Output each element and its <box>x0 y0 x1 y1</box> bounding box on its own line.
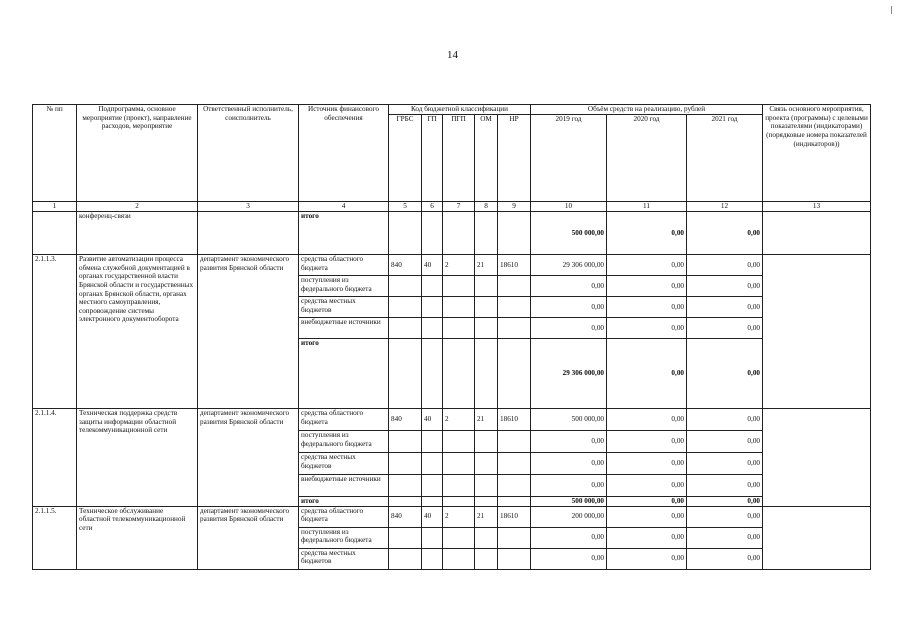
column-number-row <box>33 202 871 212</box>
table-row-2113-regional <box>33 255 871 276</box>
cell-gp: 40 <box>422 506 443 527</box>
cell-executor: департамент экономического развития Брянской области <box>198 255 299 409</box>
cell-2019: 0,00 <box>531 276 607 297</box>
header-np: НР <box>498 115 531 202</box>
cell-2020: 0,00 <box>607 431 687 453</box>
cell-program: Техническая поддержка средств защиты информации областной телекоммуникационной сети <box>77 409 198 507</box>
cell-source: средства местных бюджетов <box>299 453 389 475</box>
cell-executor <box>198 212 299 255</box>
table-row-cont-total <box>33 212 871 255</box>
cell-source: итого <box>299 212 389 255</box>
cell-2020: 0,00 <box>607 318 687 339</box>
cell-source: поступления из федерального бюджета <box>299 276 389 297</box>
cell-2020: 0,00 <box>607 339 687 409</box>
column-number: 13 <box>763 202 871 212</box>
cell-om: 21 <box>475 506 498 527</box>
header-volume: Объём средств на реализацию, рублей <box>531 105 763 115</box>
cell-2020: 0,00 <box>607 548 687 569</box>
cell-2021: 0,00 <box>687 548 763 569</box>
cell-num <box>33 212 77 255</box>
cell-source: поступления из федерального бюджета <box>299 431 389 453</box>
column-number: 8 <box>475 202 498 212</box>
cell-link <box>763 506 871 569</box>
table-row-2114-regional <box>33 409 871 431</box>
table-row-2115-regional <box>33 506 871 527</box>
header-2021: 2021 год <box>687 115 763 202</box>
cell-2021: 0,00 <box>687 297 763 318</box>
cell-source: средства местных бюджетов <box>299 297 389 318</box>
header-pgp: ПГП <box>443 115 475 202</box>
cell-pgp: 2 <box>443 506 475 527</box>
cell-2021: 0,00 <box>687 527 763 548</box>
cell-source: средства областного бюджета <box>299 255 389 276</box>
header-source: Источник финансового обеспечения <box>299 105 389 202</box>
cell-source: внебюджетные источники <box>299 475 389 497</box>
cell-source: средства областного бюджета <box>299 409 389 431</box>
cell-link <box>763 255 871 409</box>
cell-grbs: 840 <box>389 506 422 527</box>
cell-2019: 200 000,00 <box>531 506 607 527</box>
column-number: 1 <box>33 202 77 212</box>
cell-2019: 0,00 <box>531 297 607 318</box>
cell-num: 2.1.1.3. <box>33 255 77 409</box>
header-2020: 2020 год <box>607 115 687 202</box>
cell-2021: 0,00 <box>687 453 763 475</box>
cell-program: Техническое обслуживание областной телекоммуникационной сети <box>77 506 198 569</box>
header-grbs: ГРБС <box>389 115 422 202</box>
cell-num: 2.1.1.5. <box>33 506 77 569</box>
header-budget-code: Код бюджетной классификации <box>389 105 531 115</box>
cell-2020: 0,00 <box>607 506 687 527</box>
cell-gp: 40 <box>422 255 443 276</box>
cell-om: 21 <box>475 255 498 276</box>
page-number: 14 <box>447 49 458 61</box>
cell-2019: 0,00 <box>531 453 607 475</box>
column-number: 7 <box>443 202 475 212</box>
cell-executor: департамент экономического развития Брянской области <box>198 506 299 569</box>
column-number: 10 <box>531 202 607 212</box>
cell-grbs: 840 <box>389 409 422 431</box>
cell-2021: 0,00 <box>687 318 763 339</box>
column-number: 3 <box>198 202 299 212</box>
cell-num: 2.1.1.4. <box>33 409 77 507</box>
cell-2020: 0,00 <box>607 453 687 475</box>
cell-2021: 0,00 <box>687 497 763 507</box>
cell-2020: 0,00 <box>607 297 687 318</box>
cell-2019: 29 306 000,00 <box>531 339 607 409</box>
cell-2021: 0,00 <box>687 506 763 527</box>
cell-2021: 0,00 <box>687 409 763 431</box>
column-number: 12 <box>687 202 763 212</box>
cell-2019: 500 000,00 <box>531 497 607 507</box>
cell-2019: 0,00 <box>531 431 607 453</box>
cell-2020: 0,00 <box>607 255 687 276</box>
cell-2021: 0,00 <box>687 339 763 409</box>
budget-table <box>32 104 871 570</box>
cell-source: итого <box>299 497 389 507</box>
cell-2021: 0,00 <box>687 255 763 276</box>
header-row-1 <box>33 105 871 115</box>
cell-2019: 500 000,00 <box>531 409 607 431</box>
cell-pgp: 2 <box>443 409 475 431</box>
cell-om: 21 <box>475 409 498 431</box>
cell-2021: 0,00 <box>687 276 763 297</box>
cell-2019: 0,00 <box>531 527 607 548</box>
column-number: 11 <box>607 202 687 212</box>
header-om: ОМ <box>475 115 498 202</box>
cell-source: средства областного бюджета <box>299 506 389 527</box>
cell-np: 18610 <box>498 255 531 276</box>
cell-np: 18610 <box>498 506 531 527</box>
cell-2020: 0,00 <box>607 527 687 548</box>
header-link: Связь основного мероприятия, проекта (программы) с целевыми показателями (индикаторами) (порядковые номера показателей (индикаторов)) <box>763 105 871 202</box>
cell-program: конференц-связи <box>77 212 198 255</box>
cell-link <box>763 409 871 507</box>
cell-gp: 40 <box>422 409 443 431</box>
cell-executor: департамент экономического развития Брянской области <box>198 409 299 507</box>
cell-2019: 500 000,00 <box>531 212 607 255</box>
cell-2021: 0,00 <box>687 212 763 255</box>
header-2019: 2019 год <box>531 115 607 202</box>
cell-source: средства местных бюджетов <box>299 548 389 569</box>
column-number: 6 <box>422 202 443 212</box>
header-program: Подпрограмма, основное мероприятие (проект), направление расходов, мероприятие <box>77 105 198 202</box>
cell-np: 18610 <box>498 409 531 431</box>
cell-2021: 0,00 <box>687 475 763 497</box>
cell-2020: 0,00 <box>607 212 687 255</box>
header-executor: Ответственный исполнитель, соисполнитель <box>198 105 299 202</box>
cell-2020: 0,00 <box>607 276 687 297</box>
cell-source: итого <box>299 339 389 409</box>
column-number: 9 <box>498 202 531 212</box>
cell-program: Развитие автоматизации процесса обмена служебной документацией в органах государственной власти Брянской области и государственных органах Брянской области, органах местного самоуправления, сопровождение системы электронного документооборота <box>77 255 198 409</box>
cell-2019: 0,00 <box>531 318 607 339</box>
cell-2020: 0,00 <box>607 497 687 507</box>
cell-2019: 0,00 <box>531 475 607 497</box>
column-number: 2 <box>77 202 198 212</box>
column-number: 4 <box>299 202 389 212</box>
header-num: № пп <box>33 105 77 202</box>
cell-2020: 0,00 <box>607 475 687 497</box>
cell-source: внебюджетные источники <box>299 318 389 339</box>
cell-2021: 0,00 <box>687 431 763 453</box>
column-number: 5 <box>389 202 422 212</box>
cell-2019: 0,00 <box>531 548 607 569</box>
cell-2019: 29 306 000,00 <box>531 255 607 276</box>
cell-pgp: 2 <box>443 255 475 276</box>
header-gp: ГП <box>422 115 443 202</box>
scan-edge-mark <box>891 6 892 14</box>
cell-source: поступления из федерального бюджета <box>299 527 389 548</box>
cell-2020: 0,00 <box>607 409 687 431</box>
cell-grbs: 840 <box>389 255 422 276</box>
